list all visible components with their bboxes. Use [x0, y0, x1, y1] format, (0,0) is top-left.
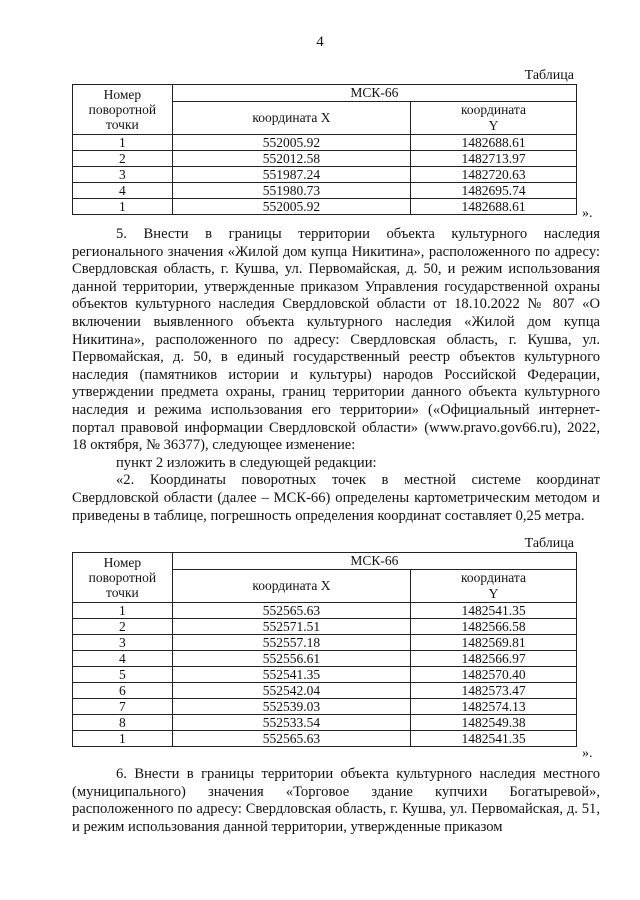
cell-x: 552571.51: [172, 619, 410, 635]
table1-caption: Таблица: [524, 68, 574, 83]
cell-n: 5: [73, 667, 173, 683]
cell-n: 8: [73, 715, 173, 731]
cell-y: 1482566.58: [411, 619, 577, 635]
cell-n: 3: [73, 167, 173, 183]
cell-y: 1482566.97: [411, 651, 577, 667]
table-row: [73, 683, 577, 699]
table-header-row: [73, 553, 577, 570]
body-text-1: [72, 226, 600, 525]
cell-x: 552533.54: [172, 715, 410, 731]
paragraph-6: 6. Внести в границы территории объекта культурного наследия местного (муниципального) значения «Торговое здание купчихи Богатыревой», расположенного по адресу: Свердловская область, г. Кушва, ул. Первомайская, д. 51, и режим использования данной территории, утвержденные приказом: [72, 766, 600, 835]
table-row: [73, 135, 577, 151]
cell-n: 1: [73, 603, 173, 619]
table-row: [73, 699, 577, 715]
table-row: [73, 603, 577, 619]
header-x: координата X: [172, 570, 410, 603]
cell-x: 552012.58: [172, 151, 410, 167]
cell-n: 2: [73, 151, 173, 167]
table2-tail: ».: [582, 746, 593, 761]
header-msk: МСК-66: [172, 553, 576, 570]
header-point: Номер поворотной точки: [73, 85, 173, 135]
cell-n: 6: [73, 683, 173, 699]
table-row: [73, 731, 577, 747]
cell-y: 1482570.40: [411, 667, 577, 683]
cell-x: 552539.03: [172, 699, 410, 715]
cell-n: 2: [73, 619, 173, 635]
cell-y: 1482688.61: [411, 199, 577, 215]
page-number: 4: [316, 34, 324, 50]
cell-x: 552005.92: [172, 199, 410, 215]
table1-tail: ».: [582, 206, 593, 221]
cell-x: 551980.73: [172, 183, 410, 199]
cell-y: 1482549.38: [411, 715, 577, 731]
table-row: [73, 715, 577, 731]
cell-y: 1482574.13: [411, 699, 577, 715]
table-row: [73, 619, 577, 635]
paragraph-point2: пункт 2 изложить в следующей редакции:: [116, 454, 377, 471]
table-row: [73, 199, 577, 215]
cell-x: 551987.24: [172, 167, 410, 183]
table-row: [73, 635, 577, 651]
cell-n: 4: [73, 183, 173, 199]
cell-n: 1: [73, 731, 173, 747]
table-row: [73, 151, 577, 167]
cell-y: 1482569.81: [411, 635, 577, 651]
cell-n: 4: [73, 651, 173, 667]
cell-y: 1482713.97: [411, 151, 577, 167]
cell-x: 552557.18: [172, 635, 410, 651]
header-y: координата Y: [411, 102, 577, 135]
coordinates-table-2: [72, 552, 577, 747]
cell-n: 1: [73, 135, 173, 151]
cell-y: 1482695.74: [411, 183, 577, 199]
cell-y: 1482541.35: [411, 603, 577, 619]
cell-x: 552565.63: [172, 603, 410, 619]
header-point: Номер поворотной точки: [73, 553, 173, 603]
cell-n: 1: [73, 199, 173, 215]
header-msk: МСК-66: [172, 85, 576, 102]
cell-y: 1482573.47: [411, 683, 577, 699]
table-row: [73, 167, 577, 183]
cell-n: 3: [73, 635, 173, 651]
table2-caption: Таблица: [524, 536, 574, 551]
cell-x: 552541.35: [172, 667, 410, 683]
table-header-row: [73, 85, 577, 102]
cell-x: 552542.04: [172, 683, 410, 699]
cell-y: 1482720.63: [411, 167, 577, 183]
coordinates-table-1: [72, 84, 577, 215]
cell-y: 1482688.61: [411, 135, 577, 151]
header-x: координата X: [172, 102, 410, 135]
table-row: [73, 183, 577, 199]
header-y: координата Y: [411, 570, 577, 603]
cell-x: 552565.63: [172, 731, 410, 747]
table-row: [73, 651, 577, 667]
body-text-2: [72, 766, 600, 836]
cell-n: 7: [73, 699, 173, 715]
paragraph-quote: «2. Координаты поворотных точек в местной системе координат Свердловской области (далее – МСК-66) определены картометрическим методом и приведены в таблице, погрешность определения координат составляет 0,25 метра.: [72, 472, 600, 524]
cell-x: 552005.92: [172, 135, 410, 151]
cell-x: 552556.61: [172, 651, 410, 667]
paragraph-5: 5. Внести в границы территории объекта культурного наследия регионального значения «Жилой дом купца Никитина», расположенного по адресу: Свердловская область, г. Кушва, ул. Первомайская, д. 50, и режим использования данной территории, утвержденные приказом Управления государственной охраны объектов культурного наследия Свердловской области от 18.10.2022 № 807 «О включении выявленного объекта культурного наследия «Жилой дом купца Никитина», расположенного по адресу: Свердловская область, г. Кушва, ул. Первомайская, д. 50, в единый государственный реестр объектов культурного наследия (памятников истории и культуры) народов Российской Федерации, утверждении предмета охраны, границ территории данного объекта культурного наследия и режима использования его территории» («Официальный интернет-портал правовой информации Свердловской области» (www.pravo.gov66.ru), 2022, 18 октября, № 36377), следующее изменение:: [72, 226, 600, 454]
cell-y: 1482541.35: [411, 731, 577, 747]
table-row: [73, 667, 577, 683]
